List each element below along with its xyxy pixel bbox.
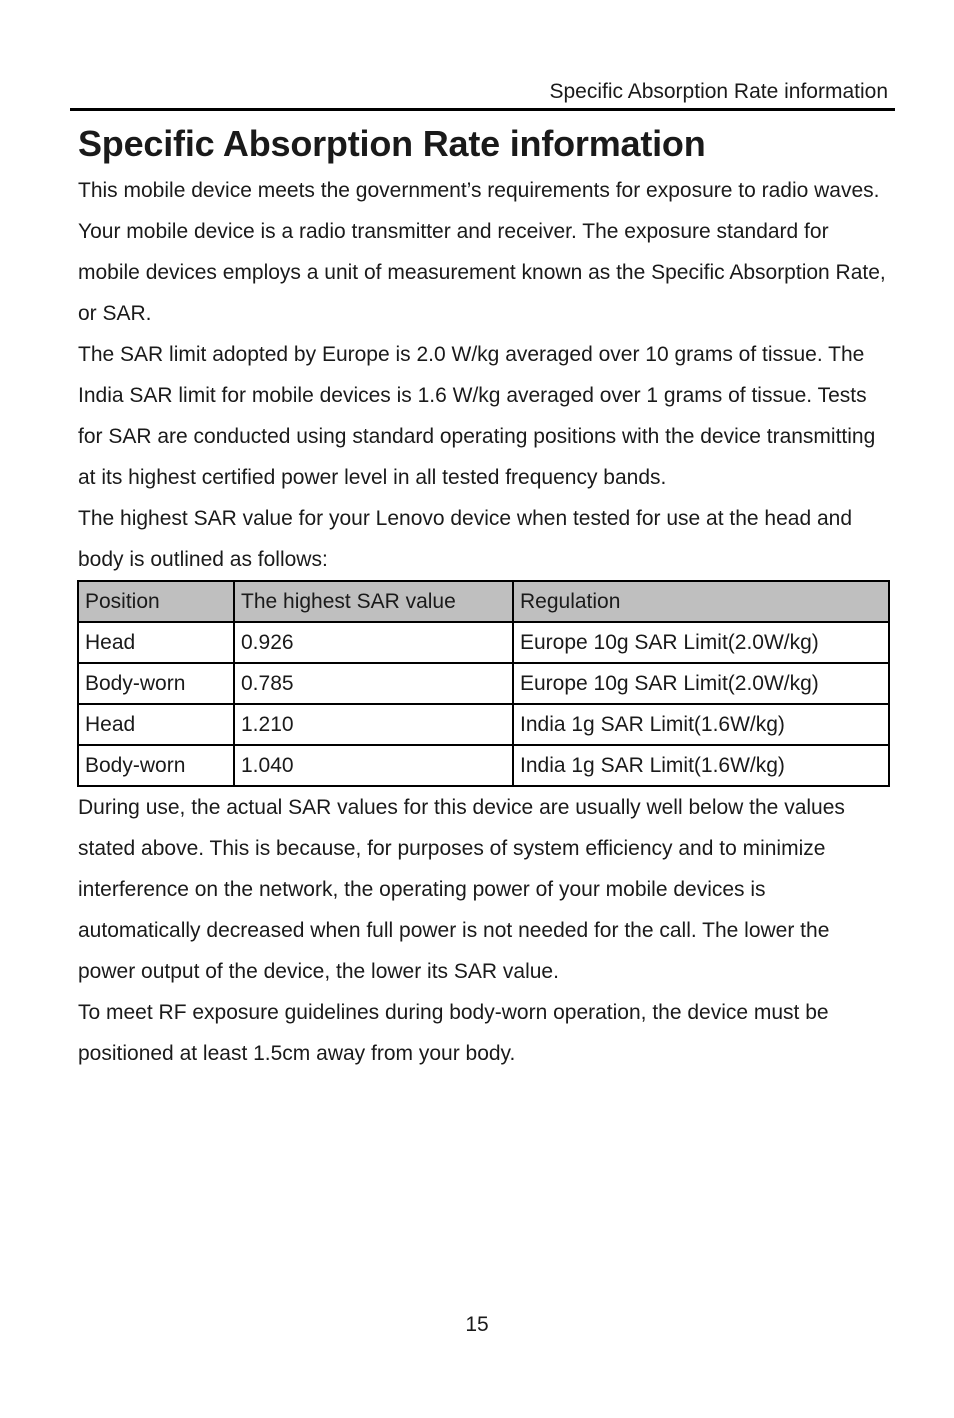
cell-position: Head	[78, 622, 234, 663]
cell-regulation: India 1g SAR Limit(1.6W/kg)	[513, 704, 889, 745]
cell-regulation: Europe 10g SAR Limit(2.0W/kg)	[513, 622, 889, 663]
page-number: 15	[465, 1313, 489, 1336]
page-title: Specific Absorption Rate information	[78, 123, 706, 164]
cell-sar-value: 0.926	[234, 622, 513, 663]
cell-regulation: Europe 10g SAR Limit(2.0W/kg)	[513, 663, 889, 704]
page-content	[78, 120, 890, 1074]
cell-position: Body-worn	[78, 745, 234, 786]
cell-sar-value: 1.210	[234, 704, 513, 745]
intro-paragraph-exposure: This mobile device meets the government’s requirements for exposure to radio waves. Your mobile device is a radio transmitter and receiver. The exposure standard for mobile devices employs a unit of measurement known as the Specific Absorption Rate, or SAR.	[78, 179, 886, 325]
cell-sar-value: 1.040	[234, 745, 513, 786]
sar-table-header-row	[78, 581, 889, 622]
header-highest-sar-value: The highest SAR value	[234, 581, 513, 622]
running-header: Specific Absorption Rate information	[549, 80, 888, 103]
cell-sar-value: 0.785	[234, 663, 513, 704]
header-rule	[70, 108, 895, 111]
cell-position: Body-worn	[78, 663, 234, 704]
table-row	[78, 622, 889, 663]
header-position: Position	[78, 581, 234, 622]
cell-regulation: India 1g SAR Limit(1.6W/kg)	[513, 745, 889, 786]
intro-paragraph-limits: The SAR limit adopted by Europe is 2.0 W/kg averaged over 10 grams of tissue. The India SAR limit for mobile devices is 1.6 W/kg averaged over 1 grams of tissue. Tests for SAR are conducted using standard operating positions with the device transmitting at its highest certified power level in all tested frequency bands.	[78, 343, 876, 489]
table-row	[78, 745, 889, 786]
closing-paragraph-actual-sar: During use, the actual SAR values for this device are usually well below the values stated above. This is because, for purposes of system efficiency and to minimize interference on the network, the operating power of your mobile devices is automatically decreased when full power is not needed for the call. The lower the power output of the device, the lower its SAR value.	[78, 796, 845, 983]
intro-paragraph-highest-sar: The highest SAR value for your Lenovo device when tested for use at the head and body is outlined as follows:	[78, 507, 852, 571]
header-regulation: Regulation	[513, 581, 889, 622]
table-row	[78, 663, 889, 704]
cell-position: Head	[78, 704, 234, 745]
closing-paragraph-body-worn: To meet RF exposure guidelines during body-worn operation, the device must be positioned at least 1.5cm away from your body.	[78, 1001, 829, 1065]
table-row	[78, 704, 889, 745]
sar-table	[77, 580, 890, 787]
